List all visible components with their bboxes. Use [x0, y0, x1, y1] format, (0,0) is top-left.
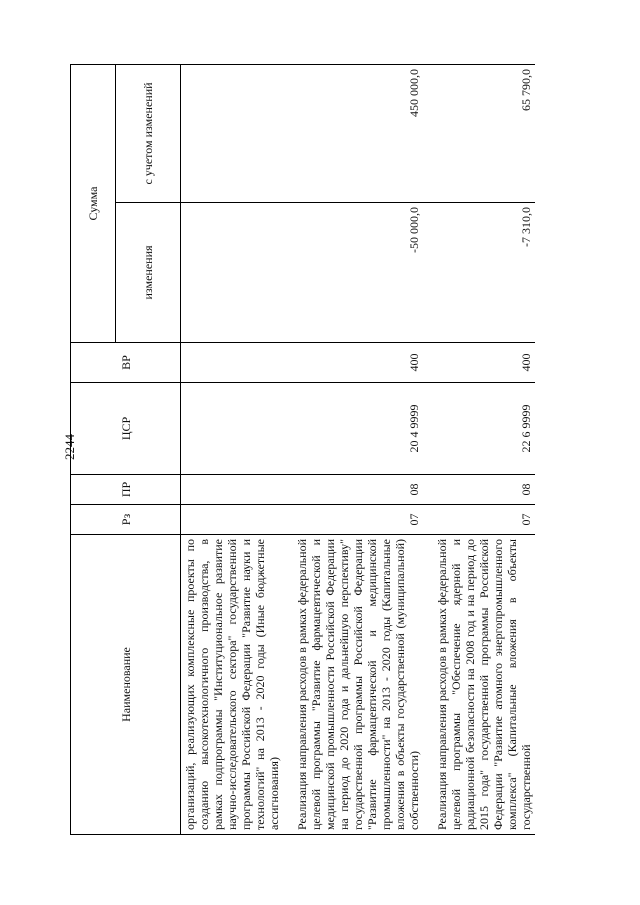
row-change — [181, 203, 284, 343]
row-csr: 20 4 9999 — [293, 383, 423, 475]
page-number: 2244 — [62, 434, 77, 460]
row-name: Реализация направления расходов в рамках федеральной целевой программы "Развитие фармацевтической и медицинской промышленности Российской Федерации на период до 2020 года и дальнейшую перспективу" государственной программы Российской Федерации "Развитие фармацевтической и медицинской промышленности" на 2013 - 2020 годы (Капитальные вложения в объекты государственной (муниципальной) собственности) — [293, 535, 423, 835]
row-change: -50 000,0 — [293, 203, 423, 343]
row-name: Реализация направления расходов в рамках федеральной целевой программы "Обеспечение ядерной и радиационной безопасности на 2008 год и на период до 2015 года" государственной программы Российской Федерации "Развитие атомного энергопромышленного комплекса" (Капитальные вложения в объекты государственной — [433, 535, 535, 835]
row-vr: 400 — [433, 343, 535, 383]
row-pr — [181, 475, 284, 505]
rotated-table-container — [70, 65, 580, 835]
row-rz: 07 — [293, 505, 423, 535]
row-csr: 22 6 9999 — [433, 383, 535, 475]
row-total — [181, 64, 284, 202]
budget-table — [70, 64, 535, 835]
header-pr: ПР — [71, 475, 181, 505]
table-row — [181, 64, 284, 834]
row-change: -7 310,0 — [433, 203, 535, 343]
header-name: Наименование — [71, 535, 181, 835]
row-rz — [181, 505, 284, 535]
row-csr — [181, 383, 284, 475]
row-total: 450 000,0 — [293, 64, 423, 202]
row-pr: 08 — [433, 475, 535, 505]
table-row — [433, 64, 535, 834]
row-vr: 400 — [293, 343, 423, 383]
header-sum: Сумма — [71, 64, 116, 342]
row-vr — [181, 343, 284, 383]
header-changes: изменения — [116, 203, 181, 343]
row-name: организаций, реализующих комплексные проекты по созданию высокотехнологичного производства, в рамках подпрограммы "Институциональное развитие научно-исследовательского сектора" государственной программы Российской Федерации "Развитие науки и технологий" на 2013 - 2020 годы (Иные бюджетные ассигнования) — [181, 535, 284, 835]
header-vr: ВР — [71, 343, 181, 383]
header-csr: ЦСР — [71, 383, 181, 475]
header-rz: Рз — [71, 505, 181, 535]
row-rz: 07 — [433, 505, 535, 535]
row-total: 65 790,0 — [433, 64, 535, 202]
header-with-changes: с учетом изменений — [116, 64, 181, 202]
table-row — [293, 64, 423, 834]
row-pr: 08 — [293, 475, 423, 505]
